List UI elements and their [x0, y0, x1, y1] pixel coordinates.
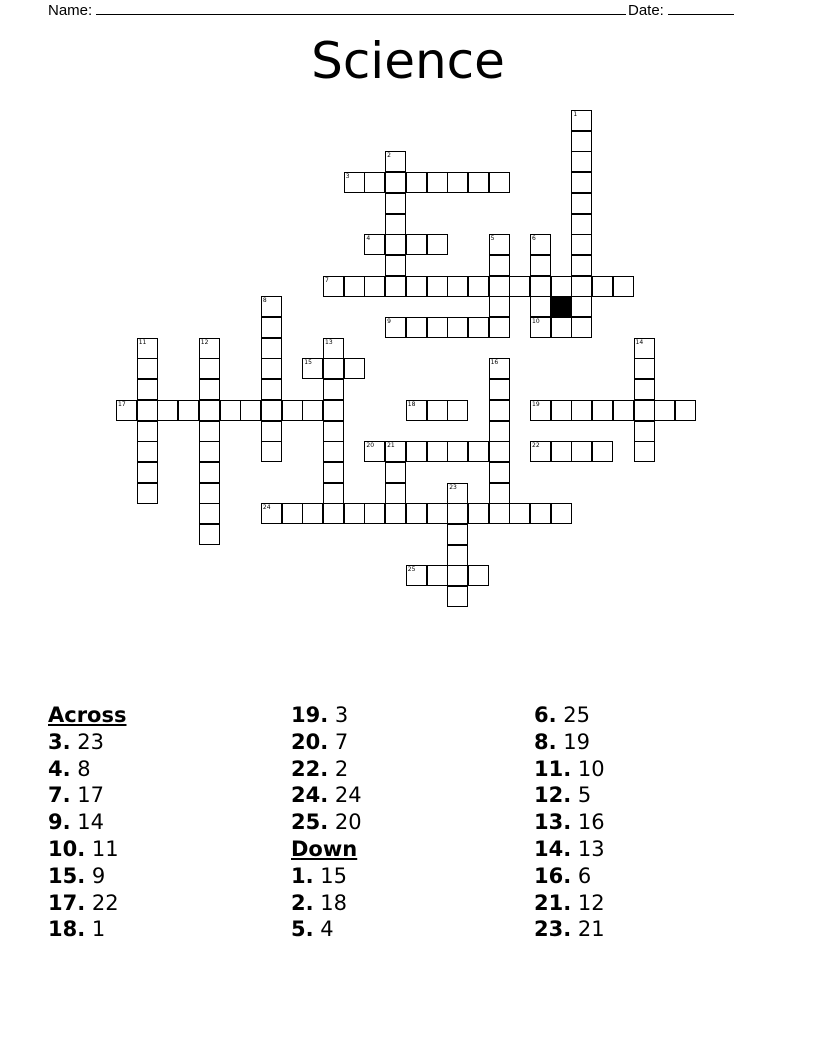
clue-text: 14: [70, 810, 104, 835]
crossword-cell[interactable]: [571, 234, 592, 255]
crossword-cell[interactable]: [530, 255, 551, 276]
crossword-cell[interactable]: [344, 276, 365, 297]
crossword-cell[interactable]: [468, 503, 489, 524]
crossword-cell[interactable]: [385, 483, 406, 504]
crossword-cell[interactable]: [447, 400, 468, 421]
clue-item: [291, 729, 362, 756]
clue-number: 19.: [291, 703, 329, 727]
clue-number: 11.: [534, 756, 572, 781]
crossword-cell[interactable]: [571, 193, 592, 214]
clue-text: 7: [328, 729, 349, 754]
crossword-cell[interactable]: [468, 565, 489, 586]
clue-number-24: 24: [262, 504, 271, 512]
clue-item: [534, 890, 605, 917]
crossword-cell[interactable]: [468, 172, 489, 193]
clue-text: 8: [70, 756, 91, 781]
clue-item: [291, 702, 362, 729]
clue-number: 20.: [291, 729, 329, 754]
crossword-cell[interactable]: [634, 421, 655, 442]
crossword-cell[interactable]: [261, 317, 282, 338]
crossword-cell[interactable]: [489, 317, 510, 338]
clue-number-19: 19: [532, 400, 540, 408]
crossword-cell[interactable]: [406, 276, 427, 297]
clue-number-4: 4: [366, 235, 371, 243]
crossword-cell[interactable]: [261, 379, 282, 400]
clue-item: [48, 916, 126, 943]
crossword-cell[interactable]: [385, 214, 406, 235]
clue-number-18: 18: [407, 400, 416, 408]
clue-number-7: 7: [325, 276, 329, 284]
crossword-cell[interactable]: [406, 503, 427, 524]
clue-number: 18.: [48, 917, 86, 942]
clue-number: 3.: [48, 729, 71, 754]
crossword-cell[interactable]: [530, 276, 551, 297]
crossword-cell[interactable]: [447, 276, 468, 297]
clue-text: 9: [85, 863, 106, 888]
crossword-cell[interactable]: [199, 358, 220, 379]
crossword-cell[interactable]: [427, 400, 448, 421]
clue-item: [48, 809, 126, 836]
crossword-cell[interactable]: [364, 172, 385, 193]
clue-text: 1: [85, 917, 106, 942]
clue-number: 24.: [291, 783, 329, 808]
crossword-cell[interactable]: [220, 400, 241, 421]
crossword-cell[interactable]: [551, 441, 572, 462]
clue-number-21: 21: [387, 442, 395, 450]
crossword-cell[interactable]: [551, 400, 572, 421]
crossword-cell[interactable]: [447, 172, 468, 193]
crossword-cell[interactable]: [323, 358, 344, 379]
crossword-cell[interactable]: [509, 503, 530, 524]
clue-number: 25.: [291, 810, 329, 835]
crossword-cell[interactable]: [509, 276, 530, 297]
clue-number-14: 14: [635, 338, 644, 346]
crossword-cell[interactable]: [199, 441, 220, 462]
crossword-cell[interactable]: [447, 565, 468, 586]
crossword-cell[interactable]: [261, 338, 282, 359]
clue-text: 24: [328, 783, 362, 808]
clue-number: 23.: [534, 917, 572, 942]
clue-number-16: 16: [490, 359, 499, 367]
clue-number-5: 5: [490, 235, 495, 243]
clue-item: [291, 756, 362, 783]
clue-number-1: 1: [573, 111, 578, 118]
crossword-cell[interactable]: [571, 172, 592, 193]
clue-number-8: 8: [262, 297, 267, 305]
clue-text: 18: [313, 890, 347, 915]
crossword-cell[interactable]: [592, 276, 613, 297]
clue-text: 11: [85, 836, 119, 861]
clue-text: 20: [328, 810, 362, 835]
crossword-cell[interactable]: [323, 421, 344, 442]
crossword-cell[interactable]: [157, 400, 178, 421]
clue-text: 10: [571, 756, 605, 781]
clue-number-13: 13: [325, 338, 333, 346]
crossword-cell[interactable]: [178, 400, 199, 421]
date-label: Date:: [628, 2, 664, 19]
clue-number: 14.: [534, 836, 572, 861]
crossword-cell[interactable]: [489, 462, 510, 483]
clue-number-9: 9: [387, 318, 391, 325]
crossword-cell[interactable]: [427, 172, 448, 193]
clue-number-10: 10: [532, 318, 540, 325]
crossword-cell[interactable]: [302, 503, 323, 524]
crossword-cell[interactable]: [634, 358, 655, 379]
clue-item: [48, 729, 126, 756]
name-label: Name:: [48, 2, 93, 19]
clue-number-3: 3: [345, 173, 350, 181]
crossword-cell[interactable]: [447, 586, 468, 607]
crossword-cell[interactable]: [571, 441, 592, 462]
crossword-cell[interactable]: [489, 441, 510, 462]
clue-item: [534, 863, 605, 890]
crossword-cell[interactable]: [447, 441, 468, 462]
clue-text: 22: [85, 890, 119, 915]
crossword-cell[interactable]: [199, 524, 220, 545]
clue-number-15: 15: [304, 359, 312, 367]
crossword-cell[interactable]: [468, 317, 489, 338]
crossword-cell[interactable]: [137, 462, 158, 483]
clue-item: [291, 809, 362, 836]
crossword-cell[interactable]: [447, 524, 468, 545]
clue-item: [291, 916, 362, 943]
crossword-cell[interactable]: [282, 503, 303, 524]
crossword-cell[interactable]: [551, 503, 572, 524]
crossword-cell[interactable]: [323, 400, 344, 421]
down-header: Down: [291, 836, 358, 861]
crossword-cell[interactable]: [344, 503, 365, 524]
clue-item: [48, 836, 126, 863]
clue-text: 3: [328, 703, 349, 727]
crossword-cell[interactable]: [240, 400, 261, 421]
clue-text: 6: [571, 863, 592, 888]
clue-number-22: 22: [532, 442, 540, 450]
crossword-cell[interactable]: [199, 462, 220, 483]
clue-number-23: 23: [449, 483, 457, 491]
crossword-cell[interactable]: [137, 483, 158, 504]
crossword-cell[interactable]: [261, 441, 282, 462]
clue-item: [48, 863, 126, 890]
crossword-cell[interactable]: [571, 317, 592, 338]
clue-number: 7.: [48, 783, 71, 808]
crossword-cell[interactable]: [571, 400, 592, 421]
clue-text: 15: [313, 863, 347, 888]
crossword-cell[interactable]: [427, 317, 448, 338]
crossword-cell[interactable]: [551, 317, 572, 338]
clue-number-20: 20: [366, 442, 375, 450]
crossword-cell[interactable]: [551, 276, 572, 297]
clues-column-3: [534, 702, 605, 943]
crossword-cell[interactable]: [199, 379, 220, 400]
crossword-cell[interactable]: [261, 358, 282, 379]
crossword-cell[interactable]: [385, 276, 406, 297]
crossword-cell[interactable]: [282, 400, 303, 421]
clue-item: [534, 916, 605, 943]
clue-text: 21: [571, 917, 605, 942]
clue-number: 17.: [48, 890, 86, 915]
clue-item: [534, 702, 605, 729]
crossword-cell[interactable]: [427, 503, 448, 524]
clue-text: 23: [70, 729, 104, 754]
crossword-cell[interactable]: [344, 358, 365, 379]
black-cell: [551, 296, 572, 317]
crossword-cell[interactable]: [137, 441, 158, 462]
crossword-cell[interactable]: [199, 421, 220, 442]
clue-number-2: 2: [387, 152, 391, 160]
crossword-cell[interactable]: [489, 421, 510, 442]
crossword-cell[interactable]: [634, 379, 655, 400]
crossword-cell[interactable]: [675, 400, 696, 421]
crossword-cell[interactable]: [323, 441, 344, 462]
clue-number: 4.: [48, 756, 71, 781]
clue-item: [534, 782, 605, 809]
clue-text: 4: [313, 917, 334, 942]
crossword-cell[interactable]: [302, 400, 323, 421]
crossword-cell[interactable]: [364, 503, 385, 524]
across-header: Across: [48, 703, 127, 727]
clue-item: [534, 809, 605, 836]
crossword-cell[interactable]: [137, 379, 158, 400]
crossword-cell[interactable]: [489, 276, 510, 297]
crossword-cell[interactable]: [323, 483, 344, 504]
clue-number: 8.: [534, 729, 557, 754]
clue-text: 12: [571, 890, 605, 915]
crossword-cell[interactable]: [571, 255, 592, 276]
clue-item: [48, 890, 126, 917]
crossword-cell[interactable]: [447, 503, 468, 524]
crossword-cell[interactable]: [654, 400, 675, 421]
crossword-cell[interactable]: [427, 234, 448, 255]
crossword-cell[interactable]: [427, 565, 448, 586]
crossword-cell[interactable]: [571, 276, 592, 297]
crossword-cell[interactable]: [489, 255, 510, 276]
clue-number: 9.: [48, 810, 71, 835]
clue-number: 12.: [534, 783, 572, 808]
clue-number: 6.: [534, 703, 557, 727]
crossword-cell[interactable]: [613, 400, 634, 421]
crossword-cell[interactable]: [468, 441, 489, 462]
clue-number: 15.: [48, 863, 86, 888]
crossword-cell[interactable]: [427, 276, 448, 297]
crossword-cell[interactable]: [571, 131, 592, 152]
crossword-cell[interactable]: [613, 276, 634, 297]
page-title: Science: [311, 32, 505, 90]
crossword-cell[interactable]: [406, 441, 427, 462]
clue-number: 5.: [291, 917, 314, 942]
clue-text: 5: [571, 783, 592, 808]
clues-column-1: [48, 702, 126, 943]
crossword-cell[interactable]: [385, 234, 406, 255]
crossword-cell[interactable]: [634, 441, 655, 462]
crossword-cell[interactable]: [571, 214, 592, 235]
crossword-cell[interactable]: [323, 379, 344, 400]
clue-number: 10.: [48, 836, 86, 861]
clue-text: 2: [328, 756, 349, 781]
clue-item: [534, 836, 605, 863]
clue-item: [48, 756, 126, 783]
clue-number-25: 25: [407, 566, 416, 574]
clue-number-6: 6: [532, 235, 536, 243]
crossword-cell[interactable]: [489, 296, 510, 317]
crossword-cell[interactable]: [406, 234, 427, 255]
crossword-cell[interactable]: [489, 172, 510, 193]
crossword-cell[interactable]: [385, 193, 406, 214]
crossword-cell[interactable]: [199, 503, 220, 524]
clue-number-11: 11: [138, 338, 147, 346]
clue-item: [291, 890, 362, 917]
crossword-cell[interactable]: [592, 400, 613, 421]
crossword-cell[interactable]: [489, 503, 510, 524]
clue-item: [48, 782, 126, 809]
crossword-cell[interactable]: [530, 296, 551, 317]
clue-text: 13: [571, 836, 605, 861]
clue-number: 1.: [291, 863, 314, 888]
clue-text: 19: [556, 729, 590, 754]
clue-number: 16.: [534, 863, 572, 888]
crossword-cell[interactable]: [489, 400, 510, 421]
clue-number-12: 12: [200, 338, 209, 346]
crossword-cell[interactable]: [571, 296, 592, 317]
crossword-cell[interactable]: [137, 400, 158, 421]
clue-number-17: 17: [118, 400, 126, 408]
crossword-cell[interactable]: [385, 462, 406, 483]
crossword-cell[interactable]: [137, 421, 158, 442]
crossword-cell[interactable]: [364, 276, 385, 297]
clue-number: 21.: [534, 890, 572, 915]
crossword-cell[interactable]: [199, 400, 220, 421]
clue-item: [291, 782, 362, 809]
crossword-cell[interactable]: [468, 276, 489, 297]
clue-number: 13.: [534, 810, 572, 835]
clue-number: 2.: [291, 890, 314, 915]
clue-item: [291, 863, 362, 890]
crossword-cell[interactable]: [571, 151, 592, 172]
crossword-cell[interactable]: [385, 172, 406, 193]
crossword-cell[interactable]: [261, 400, 282, 421]
crossword-cell[interactable]: [634, 400, 655, 421]
crossword-cell[interactable]: [592, 441, 613, 462]
crossword-cell[interactable]: [137, 358, 158, 379]
clue-text: 17: [70, 783, 104, 808]
crossword-cell[interactable]: [489, 483, 510, 504]
crossword-cell[interactable]: [447, 545, 468, 566]
clue-item: [534, 756, 605, 783]
crossword-cell[interactable]: [323, 462, 344, 483]
crossword-cell[interactable]: [447, 317, 468, 338]
clue-text: 16: [571, 810, 605, 835]
crossword-cell[interactable]: [427, 441, 448, 462]
clue-number: 22.: [291, 756, 329, 781]
crossword-cell[interactable]: [385, 503, 406, 524]
crossword-cell[interactable]: [406, 317, 427, 338]
crossword-cell[interactable]: [261, 421, 282, 442]
clues-column-2: [291, 702, 362, 943]
crossword-cell[interactable]: [323, 503, 344, 524]
crossword-cell[interactable]: [406, 172, 427, 193]
clue-text: 25: [556, 703, 590, 727]
crossword-cell[interactable]: [199, 483, 220, 504]
crossword-cell[interactable]: [530, 503, 551, 524]
clue-item: [534, 729, 605, 756]
crossword-cell[interactable]: [385, 255, 406, 276]
crossword-cell[interactable]: [489, 379, 510, 400]
